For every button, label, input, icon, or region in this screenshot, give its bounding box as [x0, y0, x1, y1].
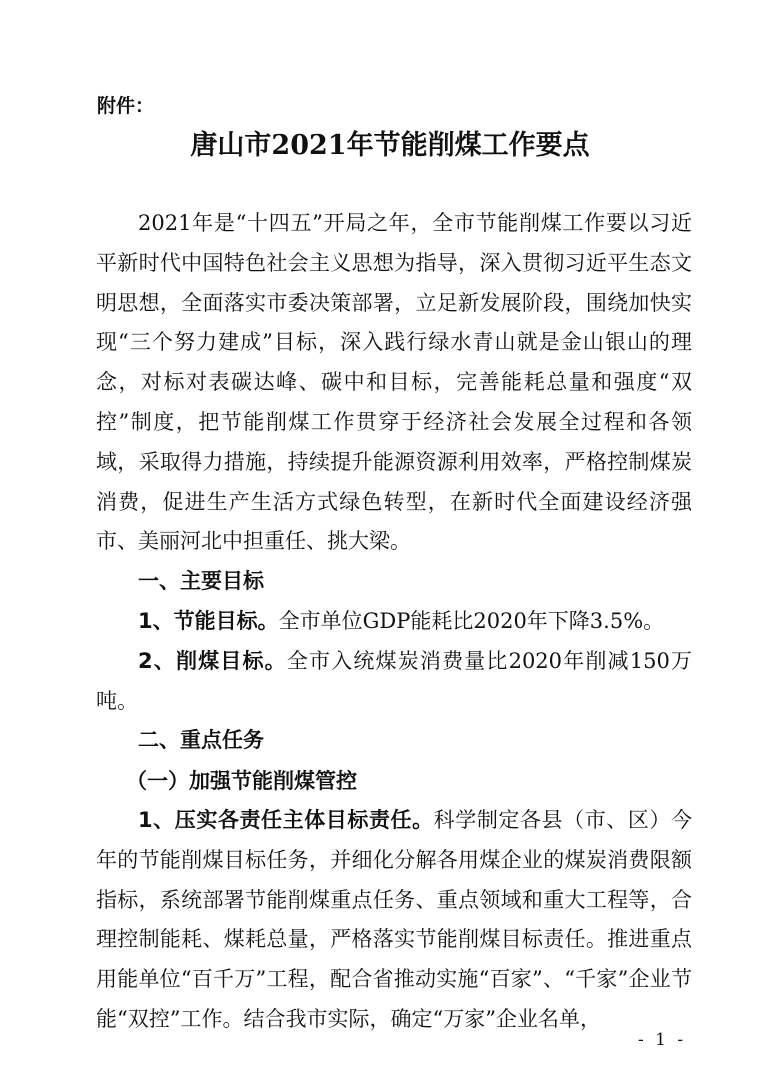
document-body	[96, 204, 692, 1040]
goal-item-energy	[96, 602, 692, 642]
goal-item-text: 全市入统煤炭消费量比2020年削减150万吨。	[96, 648, 692, 713]
task-item-label: 1、压实各责任主体目标责任。	[138, 807, 434, 832]
goal-item-coal	[96, 642, 692, 722]
task-item-responsibility	[96, 801, 692, 1040]
attachment-label: 附件：	[97, 95, 155, 117]
intro-paragraph: 2021年是“十四五”开局之年，全市节能削煤工作要以习近平新时代中国特色社会主义思想为指导，深入贯彻习近平生态文明思想，全面落实市委决策部署，立足新发展阶段，围绕加快实现“三个努力建成”目标，深入践行绿水青山就是金山银山的理念，对标对表碳达峰、碳中和目标，完善能耗总量和强度“双控”制度，把节能削煤工作贯穿于经济社会发展全过程和各领域，采取得力措施，持续提升能源资源利用效率，严格控制煤炭消费，促进生产生活方式绿色转型，在新时代全面建设经济强市、美丽河北中担重任、挑大梁。	[96, 211, 692, 554]
page-number: - 1 -	[638, 1030, 687, 1050]
goal-item-label: 1、节能目标。	[138, 608, 279, 633]
subsection-heading: （一）加强节能削煤管控	[126, 768, 357, 794]
section-heading-tasks: 二、重点任务	[138, 728, 264, 753]
section-heading-goals: 一、主要目标	[138, 569, 264, 594]
task-item-text: 科学制定各县（市、区）今年的节能削煤目标任务，并细化分解各用煤企业的煤炭消费限额指标，系统部署节能削煤重点任务、重点领域和重大工程等，合理控制能耗、煤耗总量，严格落实节能削煤目标责任。推进重点用能单位“百千万”工程，配合省推动实施“百家”、“千家”企业节能“双控”工作。结合我市实际，确定“万家”企业名单，	[96, 807, 692, 1031]
goal-item-label: 2、削煤目标。	[138, 648, 287, 673]
document-title: 唐山市2021年节能削煤工作要点	[190, 130, 590, 161]
goal-item-text: 全市单位GDP能耗比2020年下降3.5%。	[278, 608, 665, 633]
